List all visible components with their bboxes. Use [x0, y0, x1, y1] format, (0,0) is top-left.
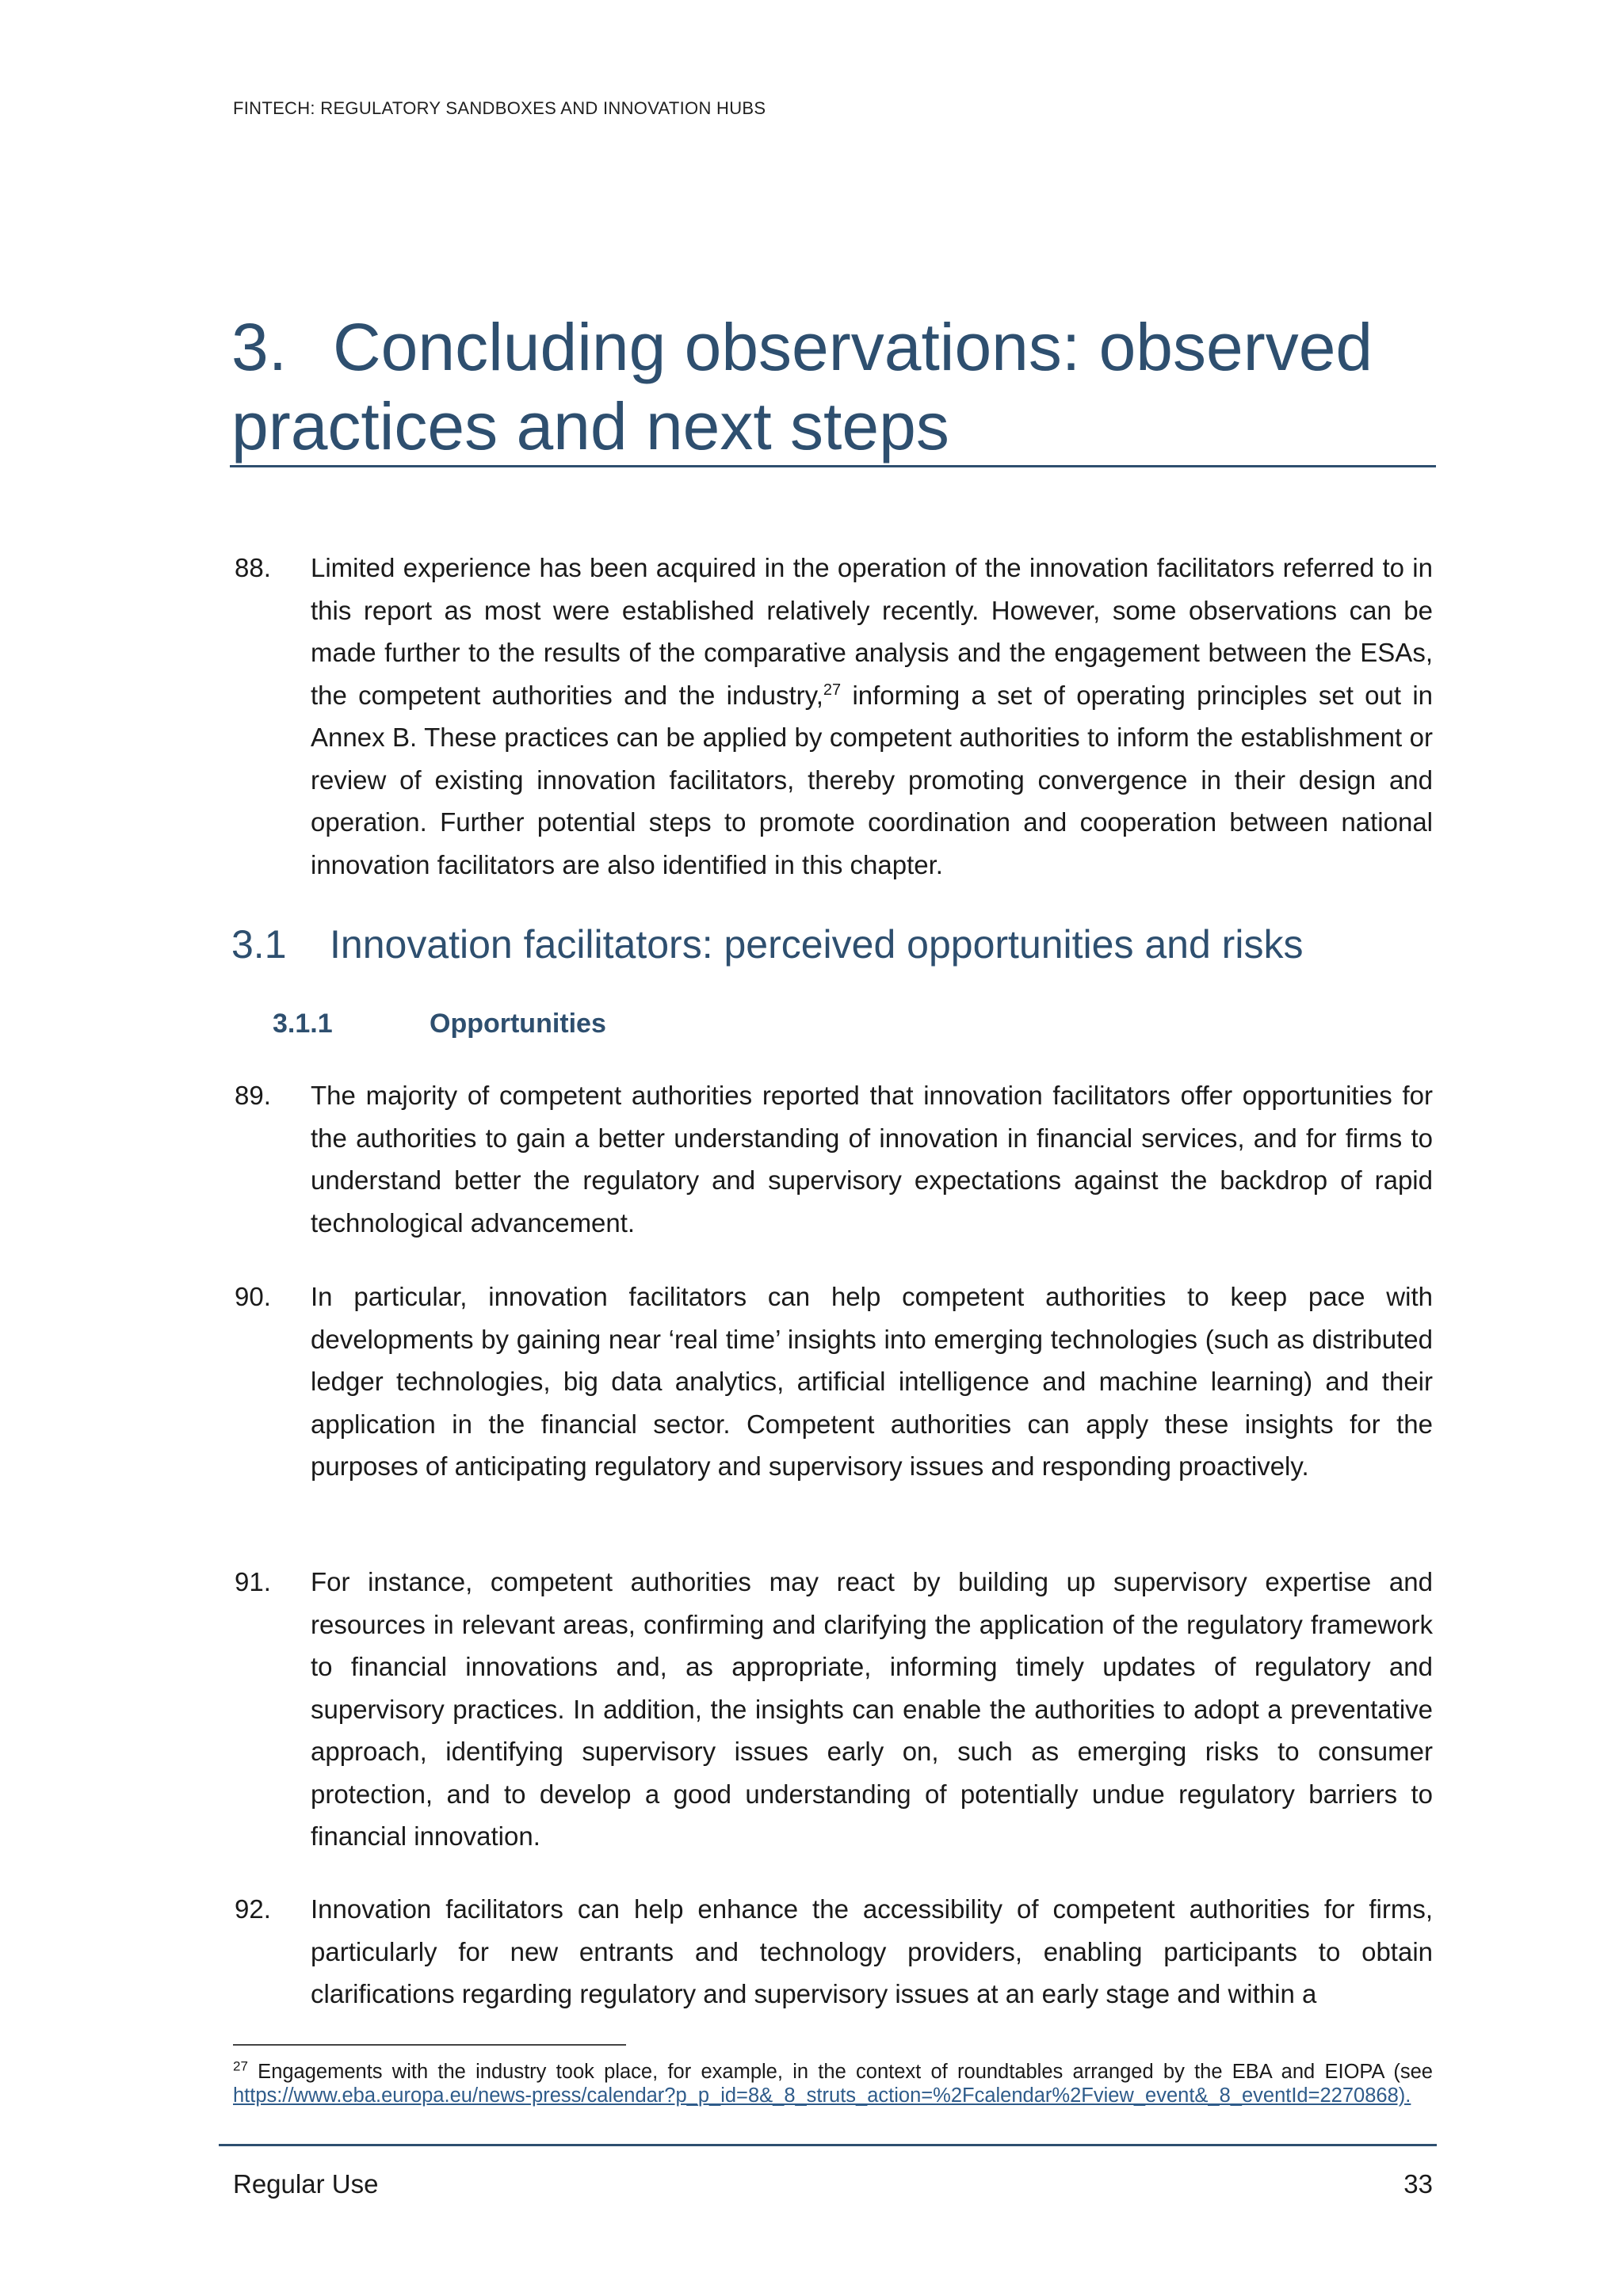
running-header: FINTECH: REGULATORY SANDBOXES AND INNOVATION HUBS [233, 98, 766, 118]
chapter-divider [230, 465, 1436, 467]
paragraph-number: 89. [235, 1081, 271, 1110]
paragraph-text: In particular, innovation facilitators can help competent authorities to keep pace with developments by gaining near ‘real time’ insights into emerging technologies (such as distributed ledger technologies, big data analytics, artificial intelligence and machine learning) and their application in the financial sector. Competent authorities can apply these insights for the purposes of anticipating regulatory and supervisory issues and responding proactively. [311, 1282, 1433, 1481]
footnote-27 [233, 2060, 1433, 2107]
chapter-title-line2: practices and next steps [231, 389, 949, 463]
paragraph-number: 90. [235, 1282, 271, 1311]
paragraph-88 [235, 547, 1434, 886]
footer-divider [219, 2144, 1437, 2146]
footnote-reference[interactable]: 27 [823, 681, 842, 699]
footnote-text: Engagements with the industry took place, for example, in the context of roundtables arranged by the EBA and EIOPA (see [247, 2061, 1433, 2083]
paragraph-91 [235, 1561, 1433, 1858]
chapter-title-line1: Concluding observations: observed [333, 310, 1373, 384]
subsection-number: 3.1.1 [273, 1009, 333, 1039]
footnote-separator [233, 2044, 626, 2046]
chapter-number: 3. [231, 310, 288, 384]
paragraph-text: Limited experience has been acquired in the operation of the innovation facilitators referred to in this report as most were established relatively recently. However, some observations can be made further to the results of the comparative analysis and the engagement between the ESAs, the competent authorities and the industry, [311, 553, 1433, 710]
paragraph-90 [235, 1276, 1433, 1488]
chapter-title [231, 307, 1436, 466]
paragraph-text: Innovation facilitators can help enhance the accessibility of competent authorities for firms, particularly for new entrants and technology providers, enabling participants to obtain clarifications regarding regulatory and supervisory issues at an early stage and within a [311, 1894, 1433, 2008]
paragraph-number: 91. [235, 1567, 271, 1596]
section-number: 3.1 [231, 922, 287, 967]
subsection-title-text: Opportunities [430, 1009, 606, 1039]
footer-classification: Regular Use [233, 2169, 379, 2199]
page-number: 33 [1403, 2169, 1433, 2199]
paragraph-text-continued: informing a set of operating principles set out in Annex B. These practices can be applied by competent authorities to inform the establishment or review of existing innovation facilitators, thereby promoting convergence in their design and operation. Further potential steps to promote coordination and cooperation between national innovation facilitators are also identified in this chapter. [311, 680, 1434, 879]
section-title [231, 921, 1303, 967]
footnote-number: 27 [233, 2058, 248, 2074]
paragraph-number: 92. [235, 1894, 271, 1924]
section-title-text: Innovation facilitators: perceived opportunities and risks [330, 922, 1304, 967]
paragraph-text: For instance, competent authorities may react by building up supervisory expertise and resources in relevant areas, confirming and clarifying the application of the regulatory framework to financial innovations and, as appropriate, informing timely updates of regulatory and supervisory practices. In addition, the insights can enable the authorities to adopt a preventative approach, identifying supervisory issues early on, such as emerging risks to consumer protection, and to develop a good understanding of potentially undue regulatory barriers to financial innovation. [311, 1567, 1433, 1851]
subsection-title [273, 1009, 606, 1039]
paragraph-number: 88. [235, 553, 271, 582]
paragraph-89 [235, 1074, 1433, 1244]
paragraph-text: The majority of competent authorities reported that innovation facilitators offer opportunities for the authorities to gain a better understanding of innovation in financial services, and for firms to understand better the regulatory and supervisory expectations against the backdrop of rapid technological advancement. [311, 1081, 1433, 1238]
paragraph-92 [235, 1888, 1433, 2016]
footnote-link[interactable]: https://www.eba.europa.eu/news-press/calendar?p_p_id=8&_8_struts_action=%2Fcalendar%2Fview_event&_8_eventId=2270868). [233, 2084, 1411, 2107]
